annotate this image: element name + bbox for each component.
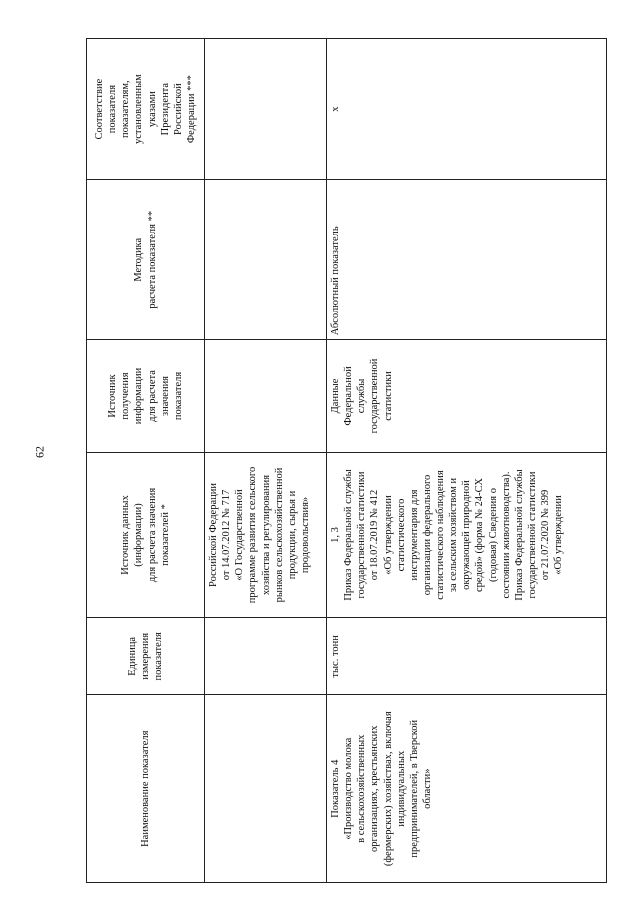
page-number: 62	[32, 446, 47, 458]
cell-source-info	[205, 340, 327, 453]
cell-indicator-name	[205, 695, 327, 883]
header-source-info: Источник получения информации для расчета значения показателя	[87, 340, 205, 453]
indicator-table	[86, 38, 607, 883]
header-data-source: Источник данных (информации) для расчета значения показателей *	[87, 452, 205, 617]
header-indicator-name: Наименование показателя	[87, 695, 205, 883]
cell-source-info: Данные Федеральной службы государственной статистики	[327, 340, 607, 453]
header-method: Методика расчета показателя **	[87, 180, 205, 340]
cell-presidential-match	[205, 39, 327, 180]
table-row	[205, 39, 327, 883]
cell-unit	[205, 618, 327, 695]
table-header-row	[87, 39, 205, 883]
cell-method: Абсолютный показатель	[327, 180, 607, 340]
cell-data-source: 1, 3 Приказ Федеральной службы государственной статистики от 18.07.2019 № 412 «Об утверждении статистического инструментария для организации федерального статистического наблюдения за сельским хозяйством и окружающей природной средой» (форма № 24-СХ (годовая) Сведения о состоянии животноводства). Приказ Федеральной службы государственной статистики от 21.07.2020 № 399 «Об утверждении	[327, 452, 607, 617]
table-row	[327, 39, 607, 883]
cell-presidential-match: х	[327, 39, 607, 180]
cell-data-source: Российской Федерации от 14.07.2012 № 717 «О Государственной программе развития сельского хозяйства и регулирования рынков сельскохозяйственной продукции, сырья и продовольствия»	[205, 452, 327, 617]
indicator-table-wrapper	[86, 38, 586, 883]
cell-unit: тыс. тонн	[327, 618, 607, 695]
header-unit: Единица измерения показателя	[87, 618, 205, 695]
cell-indicator-name: Показатель 4 «Производство молока в сельскохозяйственных организациях, крестьянских (фермерских) хозяйствах, включая индивидуальных предпринимателей, в Тверской области»	[327, 695, 607, 883]
header-presidential-match: Соответствие показателя показателям, установленным указами Президента Российской Федерации ***	[87, 39, 205, 180]
cell-method	[205, 180, 327, 340]
